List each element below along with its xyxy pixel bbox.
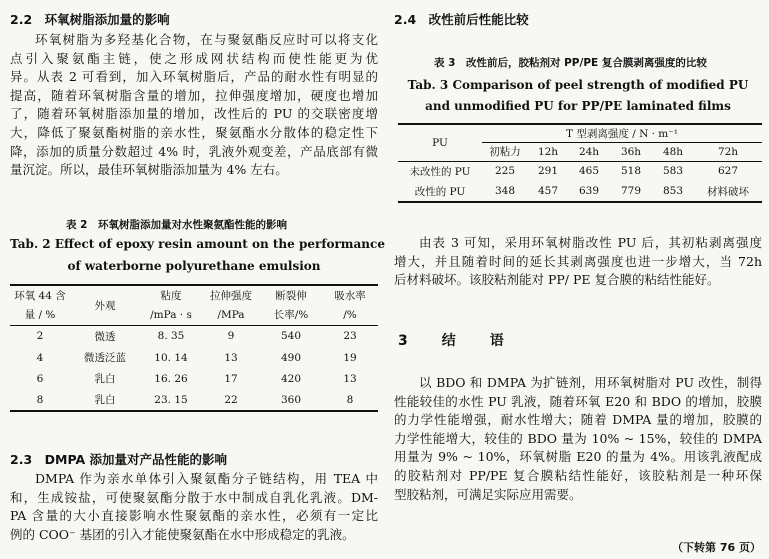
table3-subheader: 36h xyxy=(620,145,642,158)
table-cell: 19 xyxy=(343,351,357,364)
table-row xyxy=(10,347,378,368)
table-cell: 360 xyxy=(280,393,302,406)
paragraph-line: 环氧树脂为多羟基化合物，在与聚氨酯反应时可以将支化 xyxy=(35,32,378,47)
continued-note: （下转第 76 页） xyxy=(672,541,761,554)
table-cell: 改性的 PU xyxy=(414,185,466,198)
table-cell: 518 xyxy=(620,165,642,178)
table3-subheader: 48h xyxy=(662,145,684,158)
section-2-4-title: 2.4 改性前后性能比较 xyxy=(394,12,529,27)
table-cell: 627 xyxy=(717,165,739,178)
table-cell: 9 xyxy=(227,330,235,343)
table2 xyxy=(10,284,378,412)
paragraph-line: DMPA 作为亲水单体引入聚氨酯分子链结构，用 TEA 中 xyxy=(35,471,378,486)
table-row xyxy=(10,325,378,347)
table-cell: 微透 xyxy=(94,330,116,343)
table2-header-elongation-unit: 长率/% xyxy=(273,309,309,322)
conclusion-paragraph xyxy=(394,374,762,504)
table3-subheader: 72h xyxy=(717,145,739,158)
section-2-3-title: 2.3 DMPA 添加量对产品性能的影响 xyxy=(10,452,227,467)
table-cell: 8 xyxy=(36,393,44,406)
paragraph-line: 性能较佳的水性 PU 乳液，随着环氧 E20 和 BDO 的增加，胶膜 xyxy=(394,393,762,409)
table-cell: 未改性的 PU xyxy=(409,165,471,178)
table2-caption-cn: 表 2 环氧树脂添加量对水性聚氨酯性能的影响 xyxy=(66,219,287,231)
table-cell: 583 xyxy=(662,165,684,178)
paragraph-line: 的胶粘剂对 PP/PE 复合膜粘结性能好，该胶粘剂是一种环保 xyxy=(394,467,762,483)
table-cell: 材料破坏 xyxy=(707,185,749,198)
table-cell: 17 xyxy=(224,372,238,385)
table3-caption-cn: 表 3 改性前后，胶粘剂对 PP/PE 复合膜剥离强度的比较 xyxy=(434,57,707,69)
paragraph-line: PA 含量的大小直接影响水性聚氨酯的亲水性，必须有一定比 xyxy=(10,508,378,524)
table2-header-water-absorption-unit: /% xyxy=(343,308,357,321)
table3-header-peel-strength: T 型剥离强度 / N · m⁻¹ xyxy=(482,124,762,142)
table-cell: 8 xyxy=(346,393,354,406)
table-cell: 微透泛蓝 xyxy=(84,352,126,364)
table-cell: 639 xyxy=(578,185,600,197)
paragraph-line: 点引入聚氨酯主链，使之形成网状结构而使性能更为优 xyxy=(10,50,378,66)
table3-header-pu: PU xyxy=(432,136,448,149)
table2-header-tensile-unit: /MPa xyxy=(217,308,245,321)
paragraph-line: 降，添加的质量分数超过 4% 时，乳液外观变差，产品底部有微 xyxy=(10,143,378,159)
table-cell: 23. 15 xyxy=(154,393,188,406)
table3-subheader: 12h xyxy=(537,145,559,158)
table-cell: 乳白 xyxy=(94,373,116,385)
section-2-2-paragraph xyxy=(10,31,378,180)
table-cell: 6 xyxy=(36,372,44,385)
table-cell: 4 xyxy=(36,351,44,364)
section-2-3-paragraph xyxy=(10,470,378,544)
table-cell: 457 xyxy=(537,185,559,197)
table3-discussion-paragraph xyxy=(394,234,762,290)
table3 xyxy=(398,123,762,203)
paragraph-line: 后材料破坏。该胶粘剂能对 PP/ PE 复合膜的粘结性能好。 xyxy=(394,272,720,288)
paragraph-line: 异。从表 2 可看到，加入环氧树脂后，产品的耐水性有明显的 xyxy=(10,69,378,85)
table2-caption-en-2: of waterborne polyurethane emulsion xyxy=(67,259,321,273)
table2-header-viscosity: 粘度 xyxy=(160,290,182,302)
table-cell: 225 xyxy=(494,165,516,178)
paragraph-line: 量沉淀。所以，最佳环氧树脂添加量为 4% 左右。 xyxy=(10,162,288,178)
table-row xyxy=(398,181,762,202)
table-cell: 乳白 xyxy=(94,394,116,406)
table-cell: 853 xyxy=(662,185,684,197)
table2-header-tensile: 拉伸强度 xyxy=(210,290,252,302)
table-cell: 13 xyxy=(343,372,357,385)
table-cell: 465 xyxy=(578,165,600,178)
table-cell: 540 xyxy=(280,330,302,343)
table-cell: 16. 26 xyxy=(154,372,188,385)
table-cell: 291 xyxy=(537,165,559,178)
table-cell: 490 xyxy=(280,351,302,364)
table2-caption-en-1: Tab. 2 Effect of epoxy resin amount on the performance xyxy=(10,237,385,251)
table3-caption-en-2: and unmodified PU for PP/PE laminated films xyxy=(425,99,731,113)
paragraph-line: 了，随着环氧树脂添加量的增加，改性后的 PU 的交联密度增 xyxy=(10,106,378,122)
paragraph-line: 提高，随着环氧树脂含量的增加，拉伸强度增加，硬度也增加 xyxy=(10,87,378,103)
table-cell: 2 xyxy=(36,330,44,343)
table-cell: 779 xyxy=(620,185,642,197)
paragraph-line: 力学性能增大，较佳的 BDO 量为 10% ~ 15%，较佳的 DMPA xyxy=(394,430,762,446)
section-2-2-title: 2.2 环氧树脂添加量的影响 xyxy=(10,12,170,27)
table-cell: 348 xyxy=(494,185,516,197)
table2-header-elongation: 断裂伸 xyxy=(275,290,307,302)
table3-subheader: 初粘力 xyxy=(489,146,521,158)
table2-header-water-absorption: 吸水率 xyxy=(334,290,366,302)
paragraph-line: 由表 3 可知，采用环氧树脂改性 PU 后，其初粘剥离强度 xyxy=(419,235,762,250)
table3-subheader: 24h xyxy=(578,145,600,158)
table-row xyxy=(10,389,378,411)
paragraph-line: 和，生成铵盐，可使聚氨酯分散于水中制成自乳化乳液。DM- xyxy=(10,489,378,505)
table2-header-viscosity-unit: /mPa · s xyxy=(150,308,192,321)
paragraph-line: 增大，并且随着时间的延长其剥离强度也进一步增大，当 72h xyxy=(394,253,762,269)
paragraph-line: 型胶粘剂，可满足实际应用需要。 xyxy=(394,486,582,502)
table2-header-epoxy-unit: 量 / % xyxy=(24,309,56,322)
table-cell: 420 xyxy=(280,372,302,385)
table-row xyxy=(10,368,378,389)
section-3-title: 3 结 语 xyxy=(398,333,514,349)
paragraph-line: 大，降低了聚氨酯树脂的亲水性，聚氨酯水分散体的稳定性下 xyxy=(10,124,378,140)
table-cell: 22 xyxy=(224,393,238,406)
paragraph-line: 用量为 9% ~ 10%，环氧树脂 E20 的量为 4%。用该乳液配成 xyxy=(394,449,762,465)
table-cell: 23 xyxy=(343,330,357,343)
table-cell: 13 xyxy=(224,351,238,364)
table-cell: 8. 35 xyxy=(157,330,185,343)
paragraph-line: 的力学性能增强，耐水性增大；随着 DMPA 量的增加，胶膜的 xyxy=(394,412,762,428)
table-row xyxy=(398,161,762,181)
table2-header-epoxy: 环氧 44 含 xyxy=(14,290,66,302)
paragraph-line: 例的 COO⁻ 基团的引入才能使聚氨酯在水中形成稳定的乳液。 xyxy=(10,526,355,542)
table2-header-appearance: 外观 xyxy=(94,299,116,312)
table3-caption-en-1: Tab. 3 Comparison of peel strength of modified PU xyxy=(407,78,749,92)
paragraph-line: 以 BDO 和 DMPA 为扩链剂，用环氧树脂对 PU 改性，制得 xyxy=(419,375,762,390)
table-cell: 10. 14 xyxy=(154,351,188,364)
